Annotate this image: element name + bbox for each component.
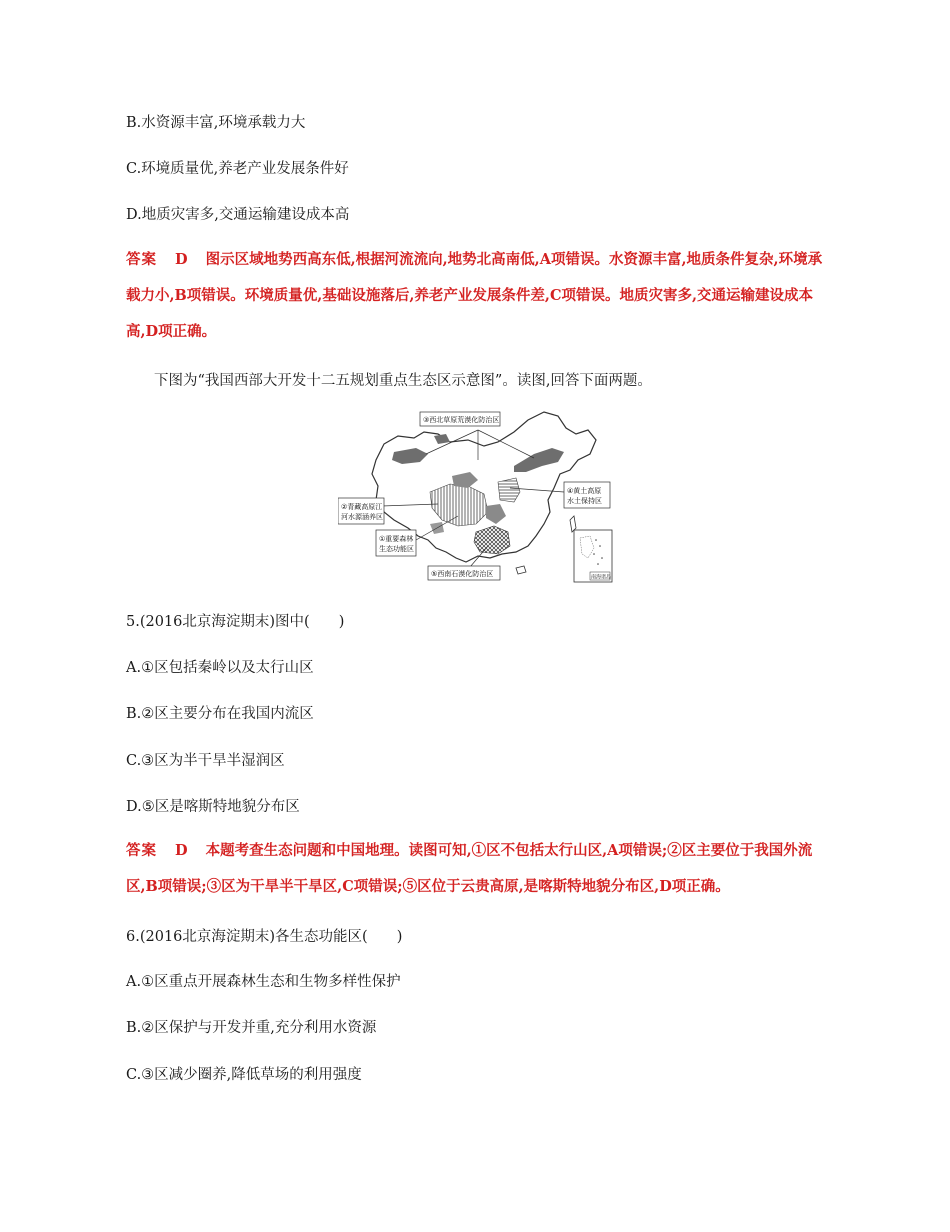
map-label-zone4-line1: ④黄土高原 <box>567 487 602 495</box>
q6-stem: 6.(2016北京海淀期末)各生态功能区( ) <box>126 929 403 945</box>
q4-option-d: D.地质灾害多,交通运输建设成本高 <box>126 207 350 223</box>
map-label-zone1-line1: ①重要森林 <box>379 535 414 543</box>
answer-label: 答案 <box>126 842 157 859</box>
map-label-zone3: ③西北草原荒漠化防治区 <box>423 416 500 424</box>
map-label-zone5: ⑤西南石漠化防治区 <box>431 570 494 578</box>
q5-stem: 5.(2016北京海淀期末)图中( ) <box>126 614 345 630</box>
answer-label: 答案 <box>126 251 157 268</box>
map-label-zone2-line2: 河水源涵养区 <box>341 513 383 521</box>
q5-option-c: C.③区为半干旱半湿润区 <box>126 753 285 769</box>
figure-intro: 下图为“我国西部大开发十二五规划重点生态区示意图”。读图,回答下面两题。 <box>154 373 652 389</box>
answer-4 <box>126 242 826 350</box>
q4-option-c: C.环境质量优,养老产业发展条件好 <box>126 161 349 177</box>
answer-explanation: 本题考查生态问题和中国地理。读图可知,①区不包括太行山区,A项错误;②区主要位于我国外流区,B项错误;③区为干旱半干旱区,C项错误;⑤区位于云贵高原,是喀斯特地貌分布区,D项正确。 <box>126 842 813 895</box>
china-ecological-zone-map <box>338 408 616 586</box>
q5-option-a: A.①区包括秦岭以及太行山区 <box>126 660 314 676</box>
map-label-zone1-line2: 生态功能区 <box>379 545 414 553</box>
inset-label: 南海诸岛 <box>591 574 612 581</box>
map-label-zone4-line2: 水土保持区 <box>567 497 602 505</box>
answer-explanation: 图示区域地势西高东低,根据河流流向,地势北高南低,A项错误。水资源丰富,地质条件复杂,环境承载力小,B项错误。环境质量优,基础设施落后,养老产业发展条件差,C项错误。地质灾害多,交通运输建设成本高,D项正确。 <box>126 251 823 340</box>
q5-option-d: D.⑤区是喀斯特地貌分布区 <box>126 799 300 815</box>
q6-option-c: C.③区减少圈养,降低草场的利用强度 <box>126 1067 362 1083</box>
q4-option-b: B.水资源丰富,环境承载力大 <box>126 115 306 131</box>
answer-5 <box>126 833 826 905</box>
answer-key: D <box>175 842 188 859</box>
answer-key: D <box>175 251 188 268</box>
map-label-zone2-line1: ②青藏高原江 <box>341 503 383 511</box>
taiwan-island <box>570 516 576 532</box>
q5-option-b: B.②区主要分布在我国内流区 <box>126 706 314 722</box>
q6-option-b: B.②区保护与开发并重,充分利用水资源 <box>126 1020 377 1036</box>
hainan-island <box>516 566 526 574</box>
q6-option-a: A.①区重点开展森林生态和生物多样性保护 <box>126 974 401 990</box>
